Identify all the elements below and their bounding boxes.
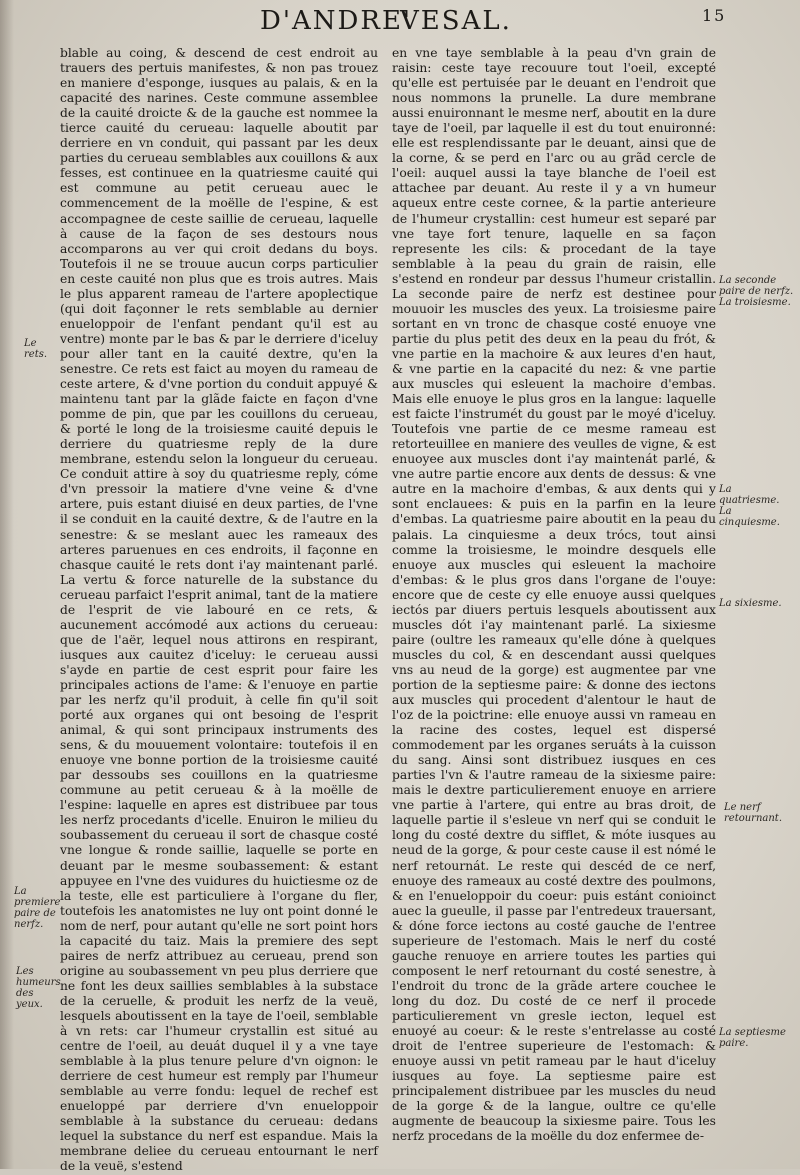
margin-note-seconde-paire: La seconde paire de nerfz. La troisiesme. [719, 275, 794, 308]
margin-note-nerf-retournant: Le nerf retournant. [724, 802, 782, 824]
text-column-left [60, 46, 378, 1174]
margin-note-sixiesme: La sixiesme. [719, 598, 782, 609]
page-fold-shadow [0, 0, 14, 1169]
header-title-right: VESAL. [400, 6, 512, 36]
column-right-text: en vne taye semblable à la peau d'vn grain de raisin: ceste taye recouure tout l'oeil, excepté qu'elle est pertuisée par le deuant en l'endroit que nous nommons la prunelle. La dure membrane aussi enuironnant le mesme nerf, aboutit en la dure taye de l'oeil, par laquelle il est du tout enuironné: elle est resplendissante par le deuant, ainsi que de la corne, & se perd en l'arc ou au grãd cercle de l'oeil: auquel aussi la taye blanche de l'oeil est attachee par deuant. Au reste il y a vn humeur aqueux entre ceste cornee, & la partie anterieure de l'humeur crystallin: cest humeur est separé par vne taye fort tenure, laquelle en sa façon represente les cils: & procedant de la taye semblable à la peau du grain de raisin, elle s'estend en rondeur par dessus l'humeur cristallin. La seconde paire de nerfz est destinee pour mouuoir les muscles des yeux. La troisiesme paire sortant en vn tronc de chasque costé enuoye vne partie du plus petit des deux en la peau du frót, & vne partie en la machoire & aux leures d'en haut, & vne partie en la capacité du nez: & vne partie aux muscles qui esleuent la machoire d'embas. Mais elle enuoye le plus gros en la langue: laquelle est faicte l'instrumét du goust par le moyé d'iceluy. Toutefois vne partie de ce mesme rameau est retorteuillee en maniere des veulles de vigne, & est enuoyee aux muscles dont i'ay maintenát parlé, & vne autre partie encore aux dents de dessus: & vne autre en la machoire d'embas, & aux dents qui y sont enclauees: & puis en la parfin en la leure d'embas. La quatriesme paire aboutit en la peau du palais. La cinquiesme a deux trócs, tout ainsi comme la troisiesme, le moindre desquels elle enuoye aux muscles qui esleuent la machoire d'embas: & le plus gros dans l'organe de l'ouye: encore que de ceste cy elle enuoye aussi quelques iectós par diuers pertuis lesquels aboutissent aux muscles dót i'ay maintenant parlé. La sixiesme paire (oultre les rameaux qu'elle dóne à quelques muscles du col, & en descendant aussi quelques vns au neud de la gorge) est augmentee par vne portion de la septiesme paire: & donne des iectons aux muscles qui procedent d'alentour le haut de l'oz de la poictrine: elle enuoye aussi vn rameau en la racine des costes, lequel est dispersé commodement par les organes seruáts à la cuisson du sang. Ainsi sont distribuez iusques en ces parties l'vn & l'autre rameau de la sixiesme paire: mais le dextre particulierement enuoye en arriere vne partie à l'artere, qui entre au bras droit, de laquelle partie il s'esleue vn nerf qui se conduit le long du costé dextre du sifflet, & móte iusques au neud de la gorge, & pour ceste cause il est nómé le nerf retournát. Le reste qui descéd de ce nerf, enuoye des rameaux au costé dextre des poulmons, & en l'enueloppoir du coeur: puis estánt conioinct auec la gueulle, il passe par l'entredeux trauersant, & dóne force iectons au costé gauche de l'entree superieure de l'estomach. Mais le nerf du costé gauche renuoye en arriere toutes les parties qui composent le nerf retournant du costé senestre, à l'endroit du tronc de la grãde artere couchee le long du doz. Du costé de ce nerf il procede particulierement vn gresle iecton, lequel est enuoyé au coeur: & le reste s'entrelasse au costé droit de l'entree superieure de l'estomach: & enuoye aussi vn petit rameau par le haut d'iceluy iusques au foye. La septiesme paire est principalement distribuee par les muscles du neud de la gorge & de la langue, oultre ce qu'elle augmente de beaucoup la sixiesme paire. Tous les nerfz procedans de la moëlle du doz enfermee de- [392, 46, 716, 1144]
column-left-text: blable au coing, & descend de cest endroit au trauers des pertuis manifestes, & non pas trouez en maniere d'esponge, iusques au palais, & en la capacité des narines. Ceste commune assemblee de la cauité droicte & de la gauche est nommee la tierce cauité du cerueau: laquelle aboutit par derriere en vn conduit, qui passant par les deux parties du cerueau semblables aux couillons & aux fesses, est continuee en la quatriesme cauité qui est commune au petit cerueau auec le commencement de la moëlle de l'espine, & est accompagnee de ceste saillie de cerueau, laquelle à cause de la façon de ses destours nous accomparons au ver qui croit dedans du boys. Toutefois il ne se trouue aucun corps particulier en ceste cauité non plus que es trois autres. Mais le plus apparent rameau de l'artere apoplectique (qui doit façonner le rets semblable au dernier enueloppoir de l'enfant pendant qu'il est au ventre) monte par le bas & par le derriere d'iceluy pour aller tant en la cauité dextre, qu'en la senestre. Ce rets est faict au moyen du rameau de ceste artere, & d'vne portion du conduit appuyé & maintenu tant par la glãde faicte en façon d'vne pomme de pin, que par les couillons du cerueau, & porté le long de la troisiesme cauité depuis le derriere du quatriesme reply de la dure membrane, estendu selon la longueur du cerueau. Ce conduit attire à soy du quatriesme reply, cóme d'vn pressoir la matiere d'vne veine & d'vne artere, puis estant diuisé en deux parties, de l'vne il se conduit en la cauité dextre, & de l'autre en la senestre: & se meslant auec les rameaux des arteres paruenues en ces endroits, il façonne en chasque cauité le rets dont i'ay maintenant parlé. La vertu & force naturelle de la substance du cerueau parfaict l'esprit animal, tant de la matiere de l'esprit de vie labouré en ce rets, & aucunement accómodé aux actions du cerueau: que de l'aër, lequel nous attirons en respirant, iusques aux cauitez d'iceluy: le cerueau aussi s'ayde en partie de cest esprit pour faire les principales actions de l'ame: & l'enuoye en partie par les nerfz qu'il produit, à celle fin qu'il soit porté aux organes qui ont besoing de l'esprit animal, & qui sont principaux instruments des sens, & du mouuement volontaire: toutefois il en enuoye vne bonne portion de la troisiesme cauité par dessoubs ses couillons en la quatriesme commune au petit cerueau & à la moëlle de l'espine: laquelle en apres est distribuee par tous les nerfz procedants d'icelle. Enuiron le milieu du soubassement du cerueau il sort de chasque costé vne longue & ronde saillie, laquelle se porte en deuant par le mesme soubassement: & estant appuyee en l'vne des vuidures du huictiesme oz de la teste, elle est particuliere à l'organe du fler, toutefois les anatomistes ne luy ont point donné le nom de nerf, pour autant qu'elle ne sort point hors la capacité du taiz. Mais la premiere des sept paires de nerfz attribuez au cerueau, prend son origine au soubassement vn peu plus derriere que ne font les deux saillies semblables à la substace de la ceruelle, & produit les nerfz de la veuë, lesquels aboutissent en la taye de l'oeil, semblable à vn rets: car l'humeur crystallin est situé au centre de l'oeil, au deuát duquel il y a vne taye semblable à la plus tenure pelure d'vn oignon: le derriere de cest humeur est remply par l'humeur semblable au verre fondu: lequel de rechef est enueloppé par derriere d'vn enueloppoir semblable à la substance du cerueau: dedans lequel la substance du nerf est espandue. Mais la membrane deliee du cerueau entournant le nerf de la veuë, s'estend [60, 46, 378, 1174]
text-column-right [392, 46, 716, 1144]
margin-note-rets: Le rets. [24, 338, 48, 360]
margin-note-humeurs: Les humeurs des yeux. [16, 966, 61, 1010]
header-title-left: D'ANDRE' [260, 6, 413, 36]
margin-note-quatriesme: La quatriesme. La cinquiesme. [719, 484, 780, 528]
margin-note-septiesme: La septiesme paire. [719, 1027, 786, 1049]
margin-note-premiere-paire: La premiere paire de nerfz. [14, 886, 61, 930]
page-number: 15 [702, 6, 727, 25]
running-header [190, 6, 727, 40]
